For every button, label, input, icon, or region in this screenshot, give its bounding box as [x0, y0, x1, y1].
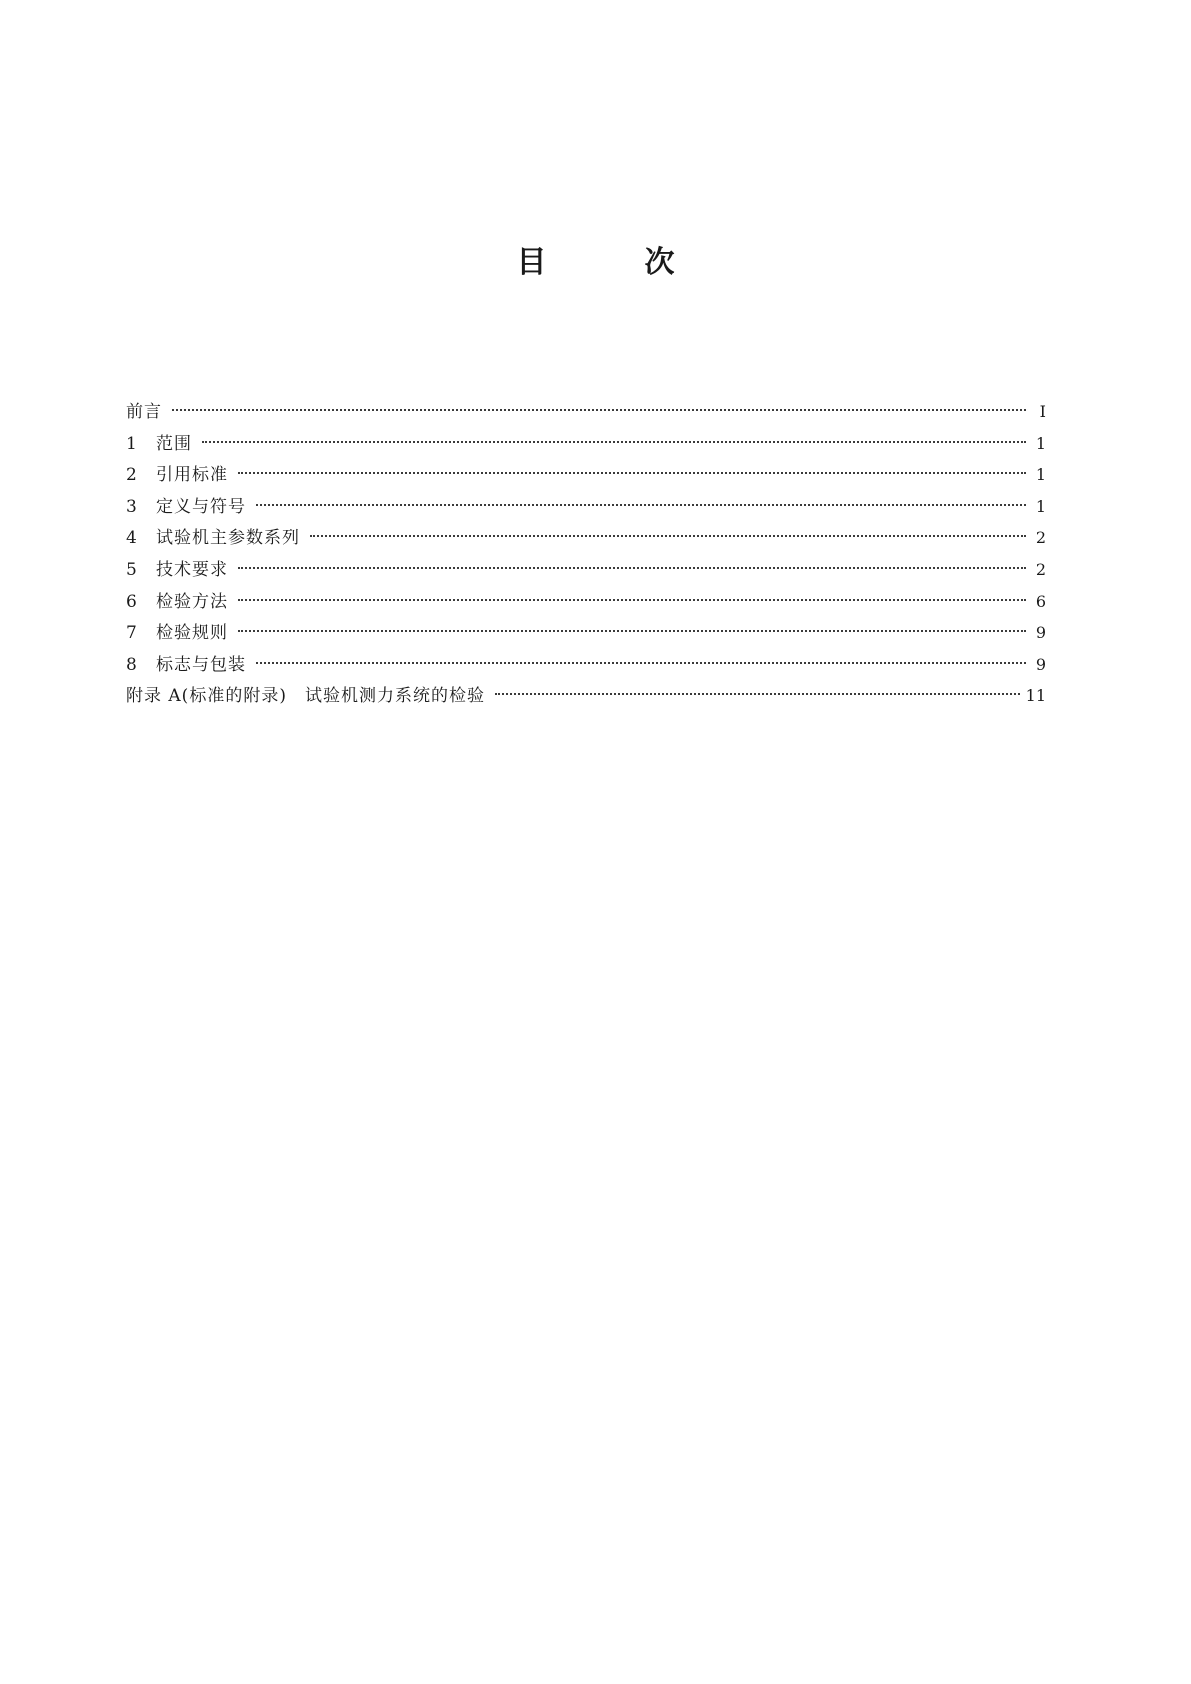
- toc-entry-foreword[interactable]: [126, 396, 1046, 428]
- toc-section-number: 7: [126, 623, 137, 644]
- toc-leader-dots: [202, 441, 1026, 443]
- toc-entry-appendix-a[interactable]: [126, 680, 1046, 712]
- toc-entry-title: 引用标准: [156, 465, 228, 486]
- toc-entry-7[interactable]: [126, 617, 1046, 649]
- toc-entry-title: 检验规则: [156, 623, 228, 644]
- toc-leader-dots: [256, 504, 1026, 506]
- toc-page-number: I: [1039, 402, 1046, 421]
- toc-leader-dots: [495, 693, 1020, 695]
- toc-entry-3[interactable]: [126, 491, 1046, 523]
- toc-page-number: 2: [1035, 528, 1046, 548]
- toc-leader-dots: [238, 630, 1026, 632]
- toc-section-number: 1: [126, 433, 137, 454]
- toc-section-number: 8: [126, 654, 137, 675]
- toc-leader-dots: [238, 567, 1026, 569]
- page-title: [0, 245, 1191, 281]
- toc-entry-1[interactable]: [126, 428, 1046, 460]
- toc-entry-title: 定义与符号: [156, 496, 246, 517]
- toc-page-number: 11: [1025, 686, 1046, 706]
- toc-page-number: 1: [1035, 496, 1046, 516]
- toc-entry-5[interactable]: [126, 554, 1046, 586]
- toc-entry-title: 检验方法: [156, 591, 228, 612]
- toc-section-number: 2: [126, 465, 137, 486]
- toc-entry-title: 前言: [126, 402, 162, 422]
- toc-section-number: 5: [126, 559, 137, 580]
- toc-entry-6[interactable]: [126, 586, 1046, 618]
- toc-page-number: 1: [1035, 465, 1046, 485]
- toc-section-number: 4: [126, 528, 137, 549]
- toc-leader-dots: [238, 599, 1026, 601]
- toc-entry-title: 试验机主参数系列: [156, 528, 300, 549]
- toc-page-number: 9: [1035, 654, 1046, 674]
- page-title-char-2: 次: [644, 245, 675, 280]
- toc-page-number: 9: [1035, 623, 1046, 643]
- toc-entry-title: 标志与包装: [156, 654, 246, 675]
- toc-entry-2[interactable]: [126, 459, 1046, 491]
- table-of-contents: [126, 396, 1046, 712]
- toc-entry-8[interactable]: [126, 649, 1046, 681]
- toc-page-number: 6: [1035, 591, 1046, 611]
- toc-section-number: 3: [126, 496, 137, 517]
- toc-leader-dots: [310, 535, 1026, 537]
- page-title-char-1: 目: [516, 245, 547, 280]
- toc-leader-dots: [172, 409, 1026, 411]
- toc-page-number: 2: [1035, 559, 1046, 579]
- toc-entry-4[interactable]: [126, 522, 1046, 554]
- toc-leader-dots: [238, 472, 1026, 474]
- toc-entry-title: 附录 A(标准的附录) 试验机测力系统的检验: [126, 686, 485, 707]
- toc-entry-title: 技术要求: [156, 559, 228, 580]
- toc-section-number: 6: [126, 591, 137, 612]
- toc-page-number: 1: [1035, 433, 1046, 453]
- toc-entry-title: 范围: [156, 433, 192, 454]
- toc-leader-dots: [256, 662, 1026, 664]
